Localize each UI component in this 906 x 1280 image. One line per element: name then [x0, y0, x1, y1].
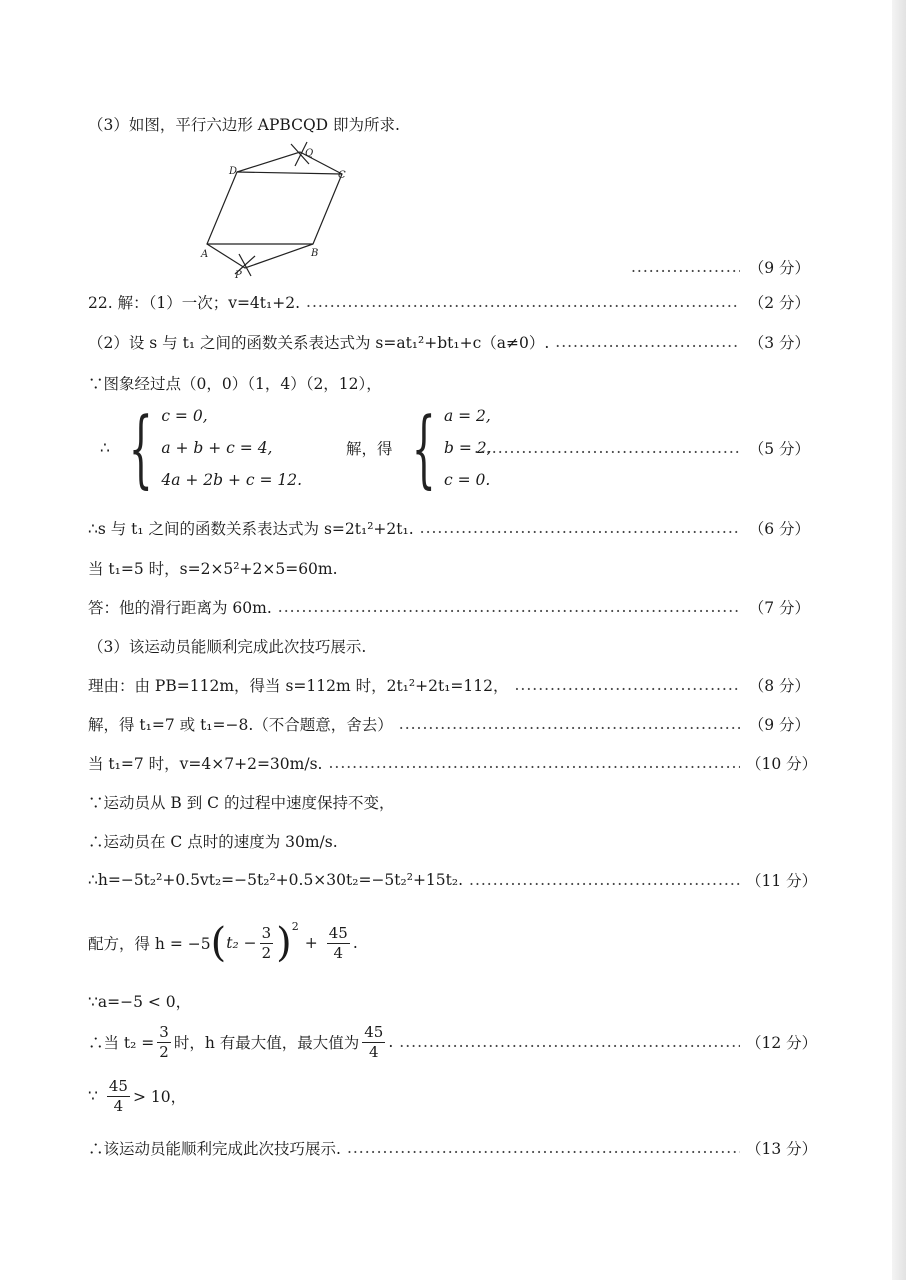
page-edge-shadow: [892, 0, 906, 1280]
left-brace: {: [128, 399, 153, 497]
parallelogram-side: [237, 172, 342, 174]
equation-system-1: [100, 399, 303, 497]
speed-at-c-line: ∴运动员在 C 点时的速度为 30m/s.: [88, 833, 338, 851]
label-C: C: [338, 170, 346, 181]
eq2: a + b + c = 4,: [161, 439, 273, 457]
sol2: b = 2,: [443, 439, 492, 457]
fraction-3-2: $\frac{3}{2}$: [261, 923, 272, 962]
calc-line: 当 t₁=5 时，s=2×5²+2×5=60m.: [88, 560, 338, 578]
fraction-3-2: $\frac{3}{2}$: [159, 1022, 169, 1061]
fraction-45-4: $\frac{45}{4}$: [364, 1022, 384, 1061]
left-brace: {: [411, 399, 436, 497]
label-B: B: [311, 248, 319, 259]
answer-line: 答：他的滑行距离为 60m. ..... （7 分）: [88, 594, 810, 620]
sol3: c = 0.: [443, 471, 491, 489]
complete-square-line: 配方，得 h = −5 ( t₂ − $\frac{3}{2}$ ) 2 + $\frac{45}{4}$ .: [88, 920, 358, 966]
part2-line: （2）设 s 与 t₁ 之间的函数关系表达式为 s=at₁²+bt₁+c（a≠0）. ..... （3 分）: [88, 329, 810, 355]
part3-line: （3）该运动员能顺利完成此次技巧展示.: [88, 638, 367, 656]
score-line-9a: ..... （9 分）: [625, 254, 810, 280]
compare-line: ∵ $\frac{45}{4}$ > 10，: [88, 1076, 187, 1115]
label-A: A: [201, 249, 209, 260]
hexagon-outline: [207, 152, 342, 268]
points-line: ∵图象经过点（0，0）（1，4）（2，12），: [88, 375, 382, 393]
label-Q: Q: [305, 148, 314, 159]
max-value-line: ∴当 t₂ = $\frac{3}{2}$ 时，h 有最大值，最大值为 $\frac{45}{4}$ . ..... （12 分）: [88, 1020, 810, 1064]
sol1: a = 2,: [443, 407, 491, 425]
constant-speed-line: ∵运动员从 B 到 C 的过程中速度保持不变，: [88, 794, 395, 812]
height-function-line: ∴h=−5t₂²+0.5vt₂=−5t₂²+0.5×30t₂=−5t₂²+15t₂. ..... （11 分）: [88, 867, 810, 893]
label-D: D: [229, 166, 238, 177]
fraction-45-4: $\frac{45}{4}$: [108, 1076, 128, 1115]
eq1: c = 0,: [161, 407, 208, 425]
reason-line: 理由：由 PB=112m，得当 s=112m 时，2t₁²+2t₁=112， ..... （8 分）: [88, 672, 810, 698]
solve-word: 解，得: [346, 440, 393, 458]
q22-part1: 22. 解：（1）一次；v=4t₁+2. ..... （2 分）: [88, 289, 810, 315]
fraction-45-4: $\frac{45}{4}$: [328, 923, 348, 962]
coefficient-line: ∵a=−5 < 0，: [88, 993, 192, 1011]
score-line-5: ..... （5 分）: [468, 435, 810, 461]
eq3: 4a + 2b + c = 12.: [161, 471, 303, 489]
final-line: ∴该运动员能顺利完成此次技巧展示. ..... （13 分）: [88, 1135, 810, 1161]
part3-intro: （3）如图，平行六边形 APBCQD 即为所求.: [88, 116, 400, 134]
therefore-symbol: ∴: [100, 439, 110, 457]
hexagon-figure: [195, 140, 365, 285]
label-P: P: [235, 270, 242, 281]
expression-line: ∴s 与 t₁ 之间的函数关系表达式为 s=2t₁²+2t₁. ..... （6 分）: [88, 515, 810, 541]
velocity-line: 当 t₁=7 时，v=4×7+2=30m/s. ..... （10 分）: [88, 750, 810, 776]
solve-line: 解，得 t₁=7 或 t₁=−8.（不合题意，舍去） ..... （9 分）: [88, 711, 810, 737]
